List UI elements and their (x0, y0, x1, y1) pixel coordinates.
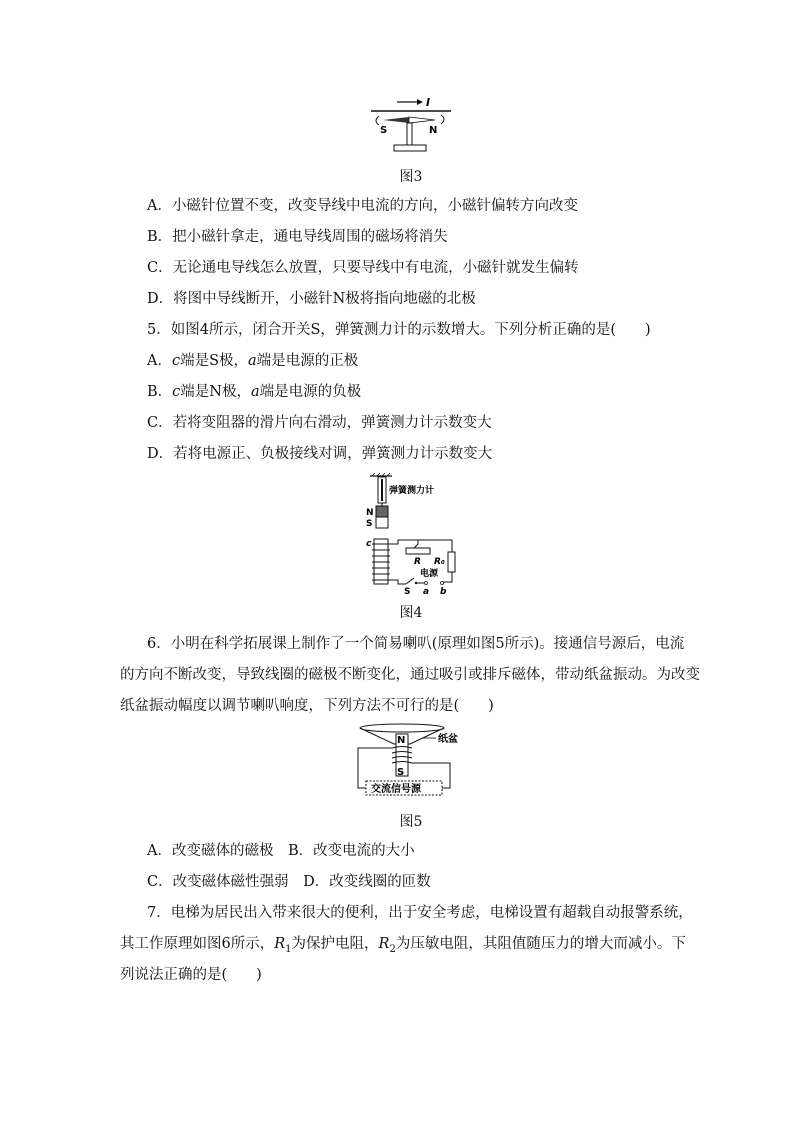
q5-option-c: C．若将变阻器的滑片向右滑动，弹簧测力计示数变大 (147, 415, 492, 431)
q6-options-ab: A．改变磁体的磁极 B．改变电流的大小 (147, 843, 415, 859)
solenoid-label-c: c (366, 539, 372, 549)
q7-line-3: 列说法正确的是( ) (120, 967, 262, 983)
figure-4 (362, 472, 462, 596)
current-arrow-head (417, 99, 423, 105)
switch-contact (415, 582, 417, 584)
q4-option-a: A．小磁针位置不变，改变导线中电流的方向，小磁针偏转方向改变 (147, 198, 578, 214)
figure-3-caption: 图3 (399, 169, 423, 185)
q7-line-1: 7．电梯为居民出入带来很大的便利，出于安全考虑，电梯设置有超载自动报警系统， (147, 905, 693, 921)
magnet-label-s: S (397, 767, 405, 778)
switch-blade (406, 578, 414, 584)
cone-label: 纸盆 (438, 734, 458, 745)
q7-r1: R (274, 936, 286, 952)
q5-a-post: 端是电源的正极 (256, 353, 359, 369)
q7-line-2-b: 为保护电阻， (291, 936, 379, 952)
q5-option-a (147, 351, 358, 371)
q5-a-mid: 端是S极， (180, 353, 249, 369)
q7-r2-sub: 2 (389, 943, 396, 955)
q5-b-mid: 端是N极， (180, 384, 251, 400)
resistor-r0 (448, 552, 455, 572)
q6-options-cd: C．改变磁体磁性强弱 D．改变线圈的匝数 (147, 874, 431, 890)
rotate-arrow-right (441, 115, 444, 124)
magnet-label-s: S (366, 519, 373, 529)
terminal-a (425, 582, 428, 585)
q6-line-1: 6．小明在科学拓展课上制作了一个简易喇叭(原理如图5所示)。接通信号源后，电流 (147, 636, 685, 652)
spring-scale-label: 弹簧测力计 (389, 486, 435, 496)
q4-option-c: C．无论通电导线怎么放置，只要导线中有电流，小磁针就发生偏转 (147, 260, 579, 276)
q7-r1-sub: 1 (285, 943, 292, 955)
stand-base (394, 145, 426, 151)
rheostat (406, 548, 430, 554)
current-label: I (426, 96, 431, 109)
rotate-arrow-left (376, 116, 379, 125)
magnet-s (376, 517, 388, 528)
q7-line-2-a: 其工作原理如图6所示， (120, 936, 275, 952)
magnet-n (376, 506, 388, 517)
q5-option-d: D．若将电源正、负极接线对调，弹簧测力计示数变大 (147, 446, 493, 462)
terminal-b (441, 582, 444, 585)
figure-5-caption: 图5 (399, 814, 423, 830)
figure-5 (350, 722, 468, 802)
q7-line-2 (120, 934, 686, 960)
needle-label-s: S (380, 125, 388, 136)
rheostat-label: R (414, 557, 421, 567)
compass-needle-north (409, 117, 435, 123)
terminal-b-label: b (440, 587, 447, 596)
q5-a-a: a (248, 353, 257, 369)
source-label: 电源 (420, 569, 439, 579)
circuit-right-wire (442, 572, 452, 582)
q5-b-prefix: B． (147, 384, 173, 400)
resistor-r0-label: R₀ (434, 557, 445, 567)
figure-4-caption: 图4 (399, 605, 423, 621)
q4-option-b: B．把小磁针拿走，通电导线周围的磁场将消失 (147, 229, 448, 245)
q5-stem: 5．如图4所示，闭合开关S，弹簧测力计的示数增大。下列分析正确的是( ) (147, 322, 651, 338)
magnet-label-n: N (366, 508, 374, 518)
magnet-label-n: N (397, 735, 406, 746)
cone-rim (360, 724, 444, 732)
q5-b-c: c (172, 384, 181, 400)
q7-r2: R (378, 936, 390, 952)
stand-post (407, 123, 412, 145)
q5-a-prefix: A． (147, 353, 172, 369)
q4-option-d: D．将图中导线断开，小磁针N极将指向地磁的北极 (147, 291, 476, 307)
figure-3 (365, 94, 457, 158)
ac-source-label: 交流信号源 (371, 784, 421, 795)
q6-line-2: 的方向不断改变，导致线圈的磁极不断变化，通过吸引或排斥磁体，带动纸盆振动。为改变 (120, 667, 700, 683)
q5-b-a: a (250, 384, 260, 400)
terminal-a-label: a (423, 587, 430, 596)
q6-line-3: 纸盆振动幅度以调节喇叭响度，下列方法不可行的是( ) (120, 698, 494, 714)
needle-label-n: N (429, 125, 438, 136)
q7-line-2-c: 为压敏电阻，其阻值随压力的增大而减小。下 (395, 936, 686, 952)
circuit-bottom-wire (388, 580, 406, 584)
rheostat-slider (414, 540, 418, 548)
q5-b-post: 端是电源的负极 (259, 384, 362, 400)
switch-label: S (404, 587, 411, 596)
q5-a-c: c (171, 353, 181, 369)
q5-option-b (147, 382, 361, 402)
